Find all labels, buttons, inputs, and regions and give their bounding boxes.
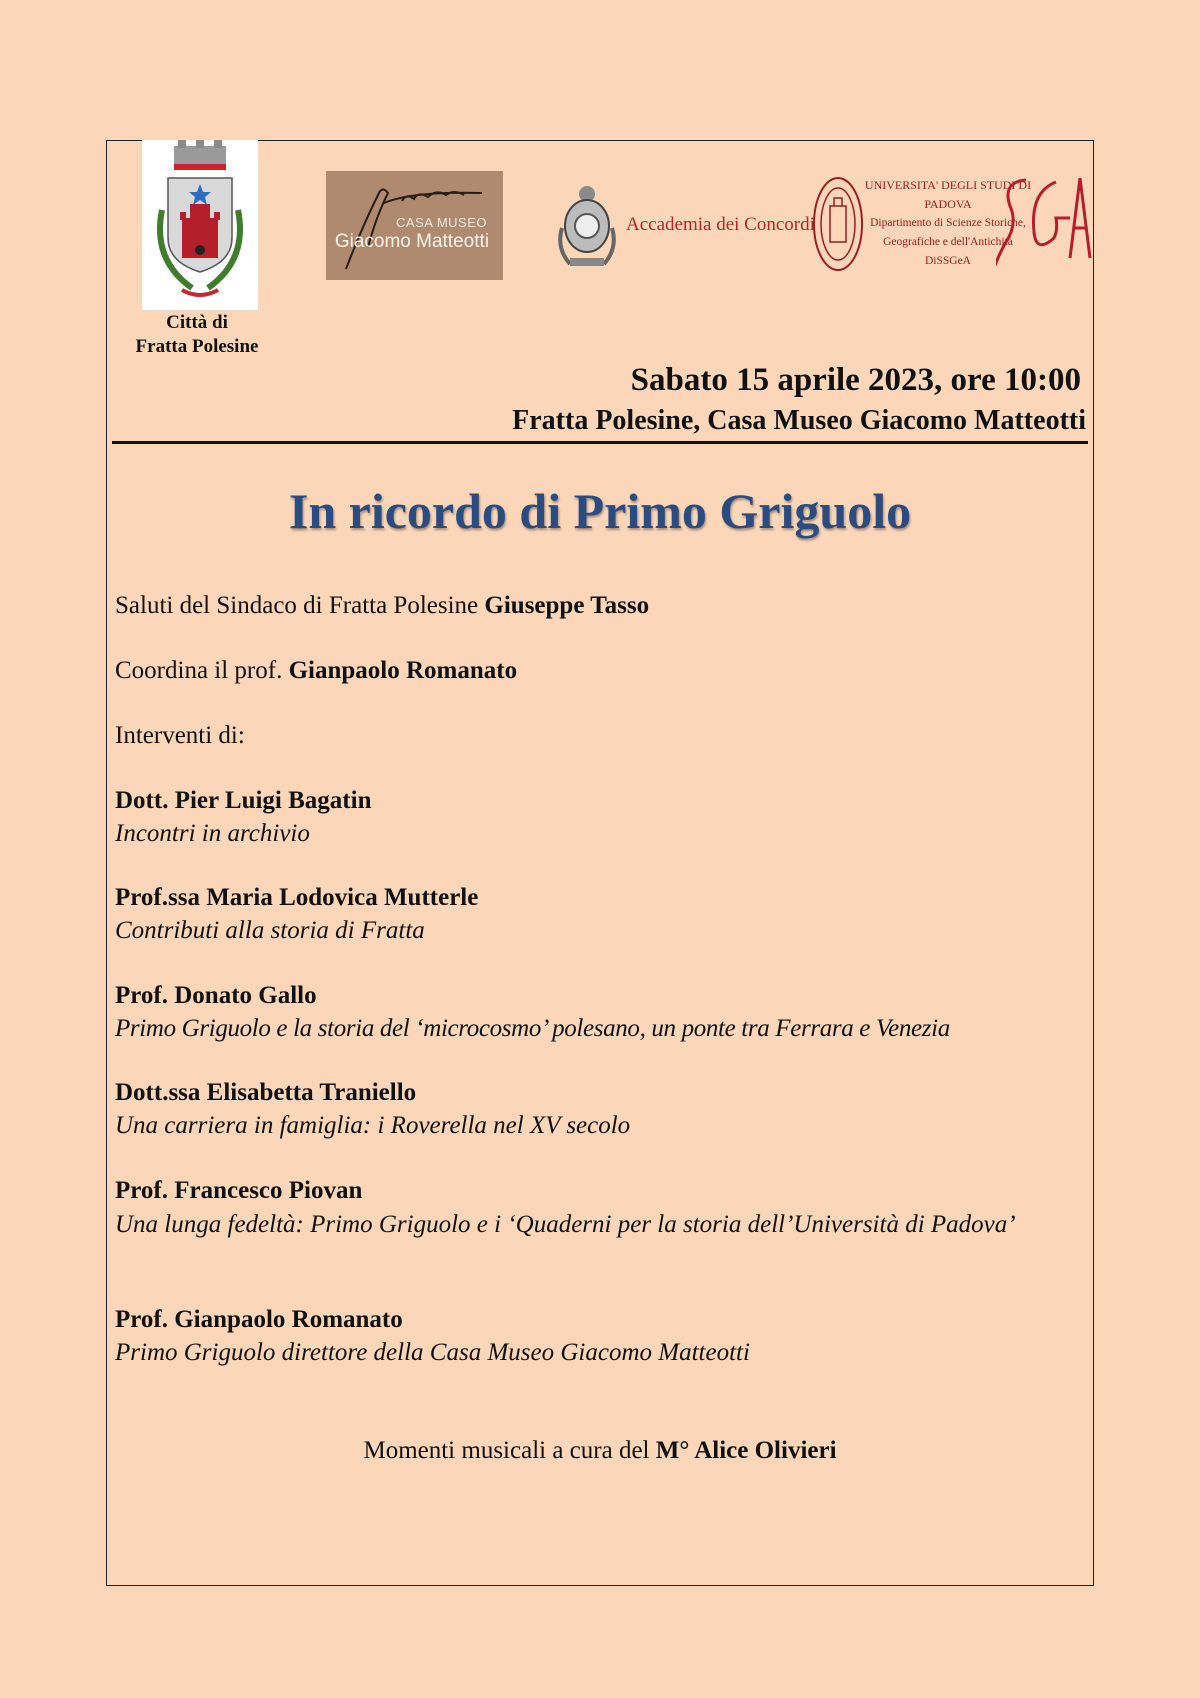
interventi-heading: Interventi di: — [115, 722, 245, 749]
speaker-name: Dott. Pier Luigi Bagatin — [115, 787, 372, 814]
sga-logo — [996, 172, 1092, 276]
speaker-talk: Incontri in archivio — [115, 820, 310, 847]
speaker-name: Prof. Gianpaolo Romanato — [115, 1306, 403, 1333]
speaker-name: Prof. Donato Gallo — [115, 982, 317, 1009]
coordina-line — [115, 657, 517, 685]
speaker-talk: Una lunga fedeltà: Primo Griguolo e i ‘Quaderni per la storia dell’Università di Padova’ — [115, 1211, 1016, 1238]
sga-mark-icon — [996, 172, 1092, 276]
university-dept-line2: Geografiche e dell'Antichità — [883, 236, 1013, 248]
event-title: In ricordo di Primo Griguolo — [288, 483, 912, 539]
accademia-emblem-icon — [556, 178, 618, 272]
speaker-name: Dott.ssa Elisabetta Traniello — [115, 1079, 417, 1106]
saluti-text: Saluti del Sindaco di Fratta Polesine — [115, 592, 485, 619]
saluti-name: Giuseppe Tasso — [484, 592, 650, 619]
casa-museo-big-text: Giacomo Matteotti — [334, 231, 489, 252]
speaker-talk: Una carriera in famiglia: i Roverella nel XV secolo — [115, 1112, 631, 1139]
comune-caption-line1: Città di — [166, 312, 228, 333]
speaker-talk: Primo Griguolo direttore della Casa Museo Giacomo Matteotti — [115, 1339, 750, 1366]
musical-moments-line — [106, 1437, 1094, 1465]
coordina-name: Gianpaolo Romanato — [288, 657, 518, 684]
footer-name: M° Alice Olivieri — [655, 1437, 837, 1464]
coordina-text: Coordina il prof. — [115, 657, 289, 684]
speaker-name: Prof. Francesco Piovan — [115, 1177, 363, 1204]
accademia-label: Accademia dei Concordi — [626, 214, 815, 235]
comune-crest-logo — [142, 140, 258, 310]
university-name: UNIVERSITA' DEGLI STUDI DI PADOVA — [864, 178, 1032, 211]
casa-museo-logo — [326, 171, 503, 280]
event-date: Sabato 15 aprile 2023, ore 10:00 — [630, 362, 1081, 398]
comune-caption-line2: Fratta Polesine — [135, 336, 259, 357]
event-place: Fratta Polesine, Casa Museo Giacomo Matteotti — [512, 405, 1086, 436]
university-seal-icon — [812, 176, 864, 272]
university-dept-line1: Dipartimento di Scienze Storiche, — [870, 217, 1026, 229]
speaker-name: Prof.ssa Maria Lodovica Mutterle — [115, 884, 479, 911]
castle-crest-icon — [142, 140, 258, 310]
footer-text: Momenti musicali a cura del — [363, 1437, 656, 1464]
university-dept-acronym: DiSSGeA — [924, 255, 971, 267]
header-divider — [112, 441, 1088, 444]
speaker-talk: Primo Griguolo e la storia del ‘microcosmo’ polesano, un ponte tra Ferrara e Venezia — [115, 1015, 950, 1042]
saluti-line — [115, 592, 649, 620]
comune-caption — [112, 311, 282, 359]
speaker-talk: Contributi alla storia di Fratta — [115, 917, 425, 944]
casa-museo-small-text: CASA MUSEO — [396, 215, 487, 230]
